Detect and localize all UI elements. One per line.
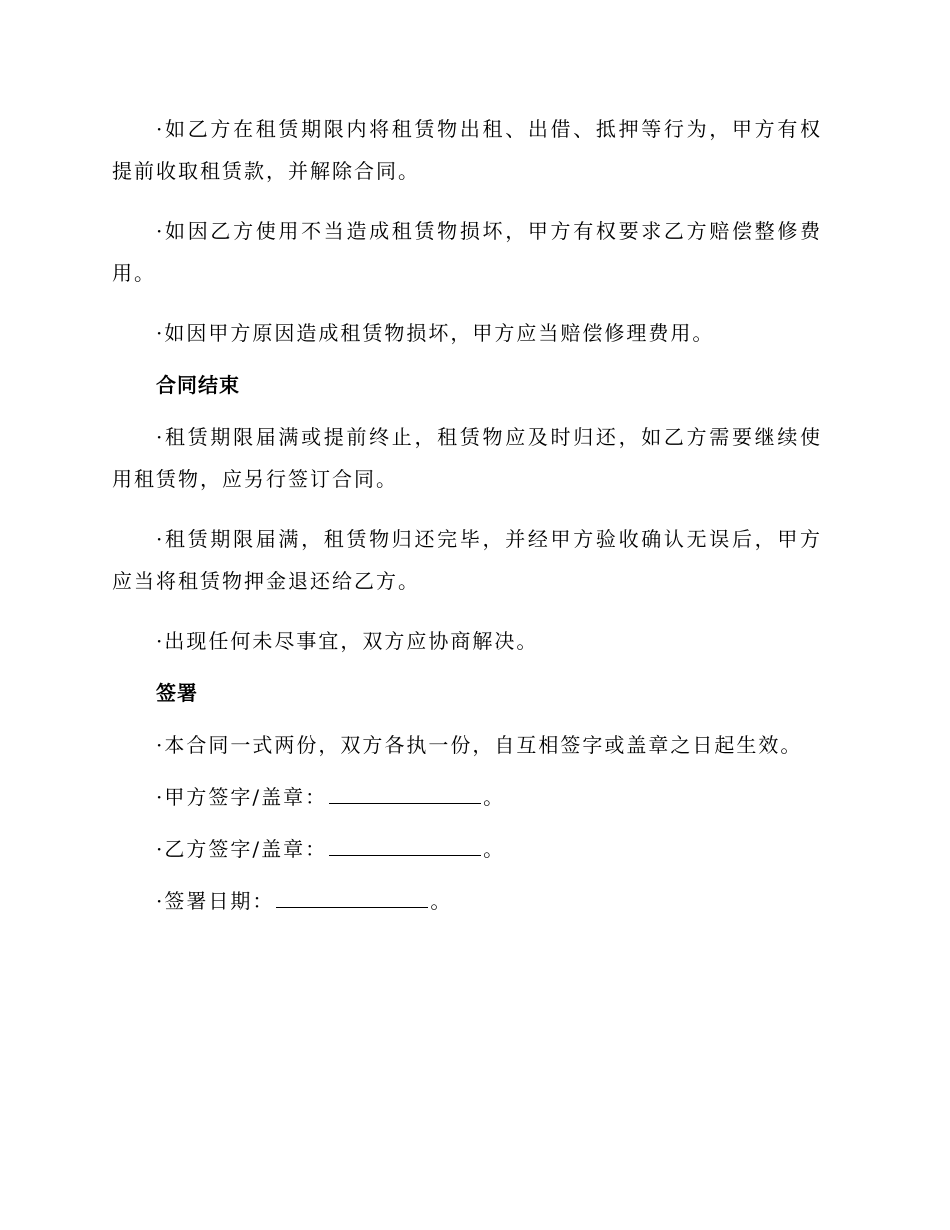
line-end-mark: 。: [430, 889, 453, 913]
clause-negotiation: ·出现任何未尽事宜，双方应协商解决。: [156, 629, 539, 653]
party-a-signature-line: [112, 776, 822, 818]
line-end-mark: 。: [483, 785, 506, 809]
line-end-mark: 。: [483, 837, 506, 861]
section-heading-contract-end: 合同结束: [156, 373, 240, 397]
party-b-signature-line: [112, 828, 822, 870]
contract-body: [112, 108, 822, 932]
party-b-signature-label: ·乙方签字/盖章：: [156, 837, 328, 861]
signing-date-blank: [276, 889, 428, 908]
clause-effectiveness: ·本合同一式两份，双方各执一份，自互相签字或盖章之日起生效。: [156, 733, 803, 757]
clause-landlord-damage: ·如因甲方原因造成租赁物损坏，甲方应当赔偿修理费用。: [156, 321, 715, 345]
clause-deposit-refund: ·租赁期限届满，租赁物归还完毕，并经甲方验收确认无误后，甲方应当将租赁物押金退还给乙方。: [112, 527, 822, 593]
party-a-signature-label: ·甲方签字/盖章：: [156, 785, 328, 809]
signing-date-label: ·签署日期：: [156, 889, 275, 913]
party-a-signature-blank: [329, 785, 481, 804]
clause-sublease: ·如乙方在租赁期限内将租赁物出租、出借、抵押等行为，甲方有权提前收取租赁款，并解除合同。: [112, 117, 822, 183]
section-heading-signature: 签署: [156, 681, 198, 705]
clause-return: ·租赁期限届满或提前终止，租赁物应及时归还，如乙方需要继续使用租赁物，应另行签订合同。: [112, 425, 822, 491]
signing-date-line: [112, 880, 822, 922]
clause-tenant-damage: ·如因乙方使用不当造成租赁物损坏，甲方有权要求乙方赔偿整修费用。: [112, 219, 822, 285]
party-b-signature-blank: [329, 837, 481, 856]
